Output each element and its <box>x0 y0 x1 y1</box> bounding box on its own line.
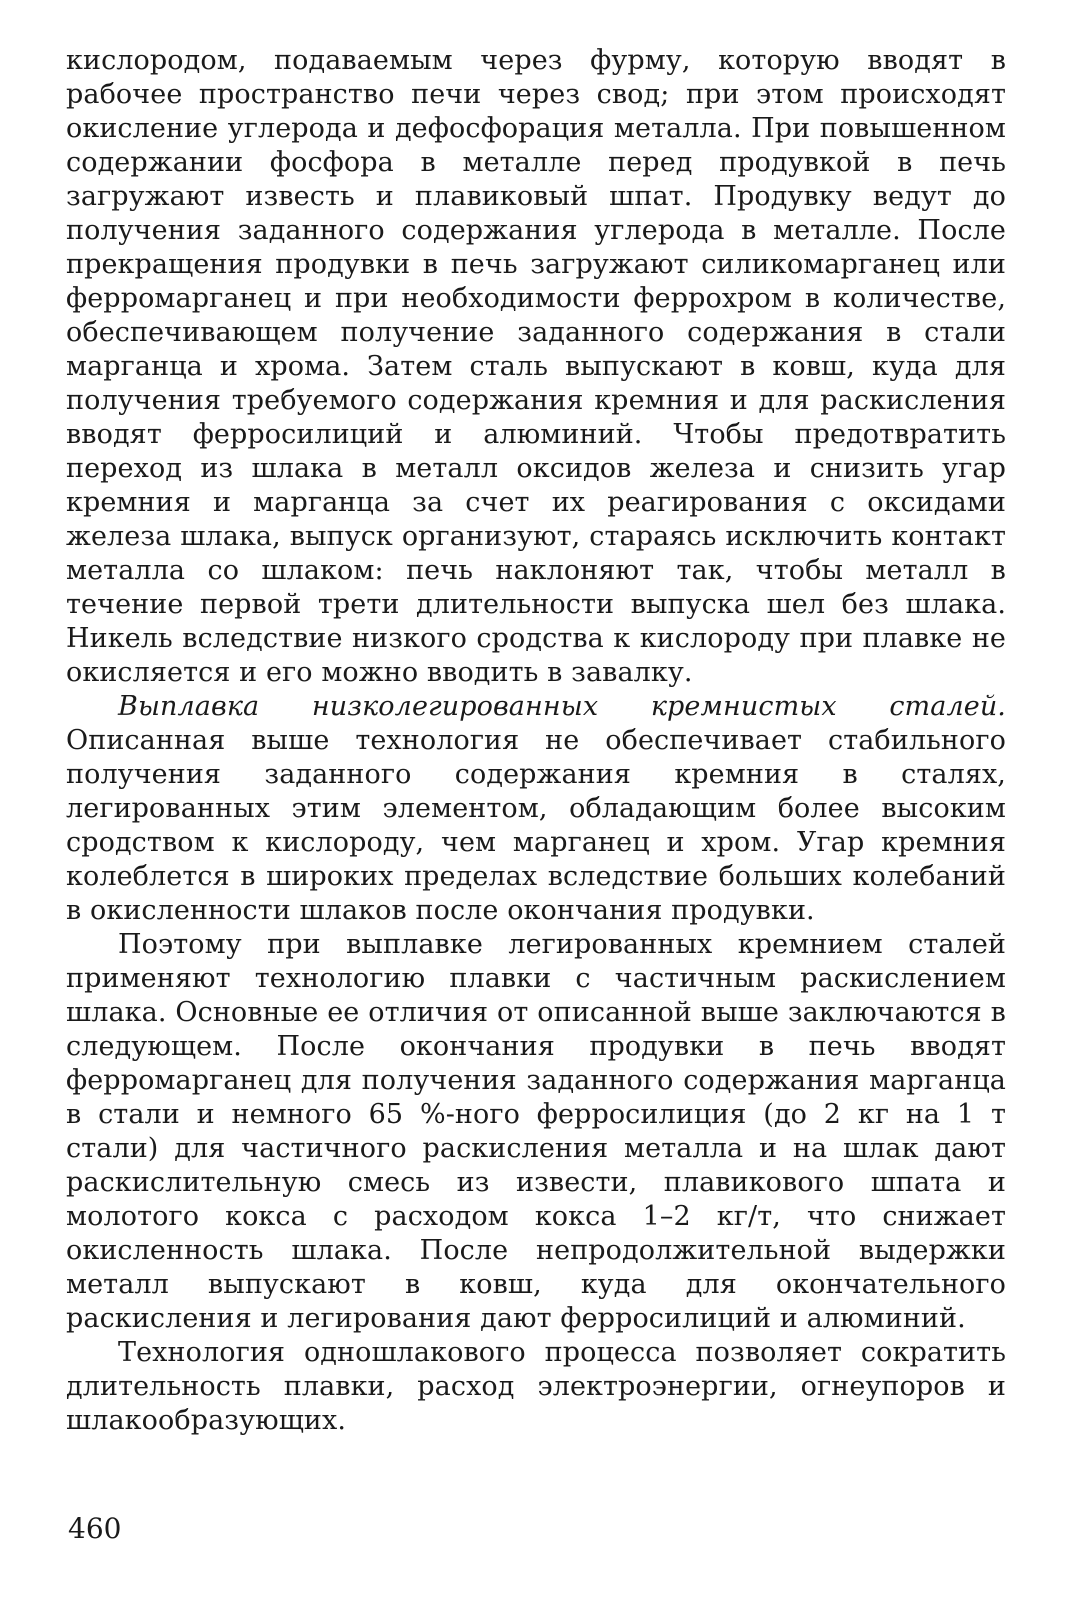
paragraph-4-text: Технология одношлакового процесса позволяет сократить длительность плавки, расход электроэнергии, огнеупоров и шлакообразующих. <box>66 1337 1006 1436</box>
paragraph-2-text: Описанная выше технология не обеспечивает стабильного получения заданного содержания кремния в сталях, легированных этим элементом, обладающим более высоким сродством к кислороду, чем марганец и хром. Угар кремния колеблется в широких пределах вследствие больших колебаний в окисленности шлаков после окончания продувки. <box>66 725 1006 926</box>
paragraph-1-text: кислородом, подаваемым через фурму, которую вводят в рабочее пространство печи через свод; при этом происходят окисление углерода и дефосфорация металла. При повышенном содержании фосфора в металле перед продувкой в печь загружают известь и плавиковый шпат. Продувку ведут до получения заданного содержания углерода в металле. После прекращения продувки в печь загружают силикомарганец или ферромарганец и при необходимости феррохром в количестве, обеспечивающем получение заданного содержания в стали марганца и хрома. Затем сталь выпускают в ковш, куда для получения требуемого содержания кремния и для раскисления вводят ферросилиций и алюминий. Чтобы предотвратить переход из шлака в металл оксидов железа и снизить угар кремния и марганца за счет их реагирования с оксидами железа шлака, выпуск организуют, стараясь исключить контакт металла со шлаком: печь наклоняют так, чтобы металл в течение первой трети длительности выпуска шел без шлака. Никель вследствие низкого сродства к кислороду при плавке не окисляется и его можно вводить в завалку. <box>66 45 1006 688</box>
page-number: 460 <box>68 1512 122 1545</box>
paragraph-1 <box>66 44 1006 690</box>
page-body <box>66 44 1006 1438</box>
section-heading: Выплавка низколегированных кремнистых сталей. <box>118 691 1006 722</box>
paragraph-4 <box>66 1336 1006 1438</box>
paragraph-3-text: Поэтому при выплавке легированных кремнием сталей применяют технологию плавки с частичным раскислением шлака. Основные ее отличия от описанной выше заключаются в следующем. После окончания продувки в печь вводят ферромарганец для получения заданного содержания марганца в стали и немного 65 %-ного ферросилиция (до 2 кг на 1 т стали) для частичного раскисления металла и на шлак дают раскислительную смесь из извести, плавикового шпата и молотого кокса с расходом кокса 1–2 кг/т, что снижает окисленность шлака. После непродолжительной выдержки металл выпускают в ковш, куда для окончательного раскисления и легирования дают ферросилиций и алюминий. <box>66 929 1006 1334</box>
paragraph-2 <box>66 690 1006 928</box>
paragraph-3 <box>66 928 1006 1336</box>
